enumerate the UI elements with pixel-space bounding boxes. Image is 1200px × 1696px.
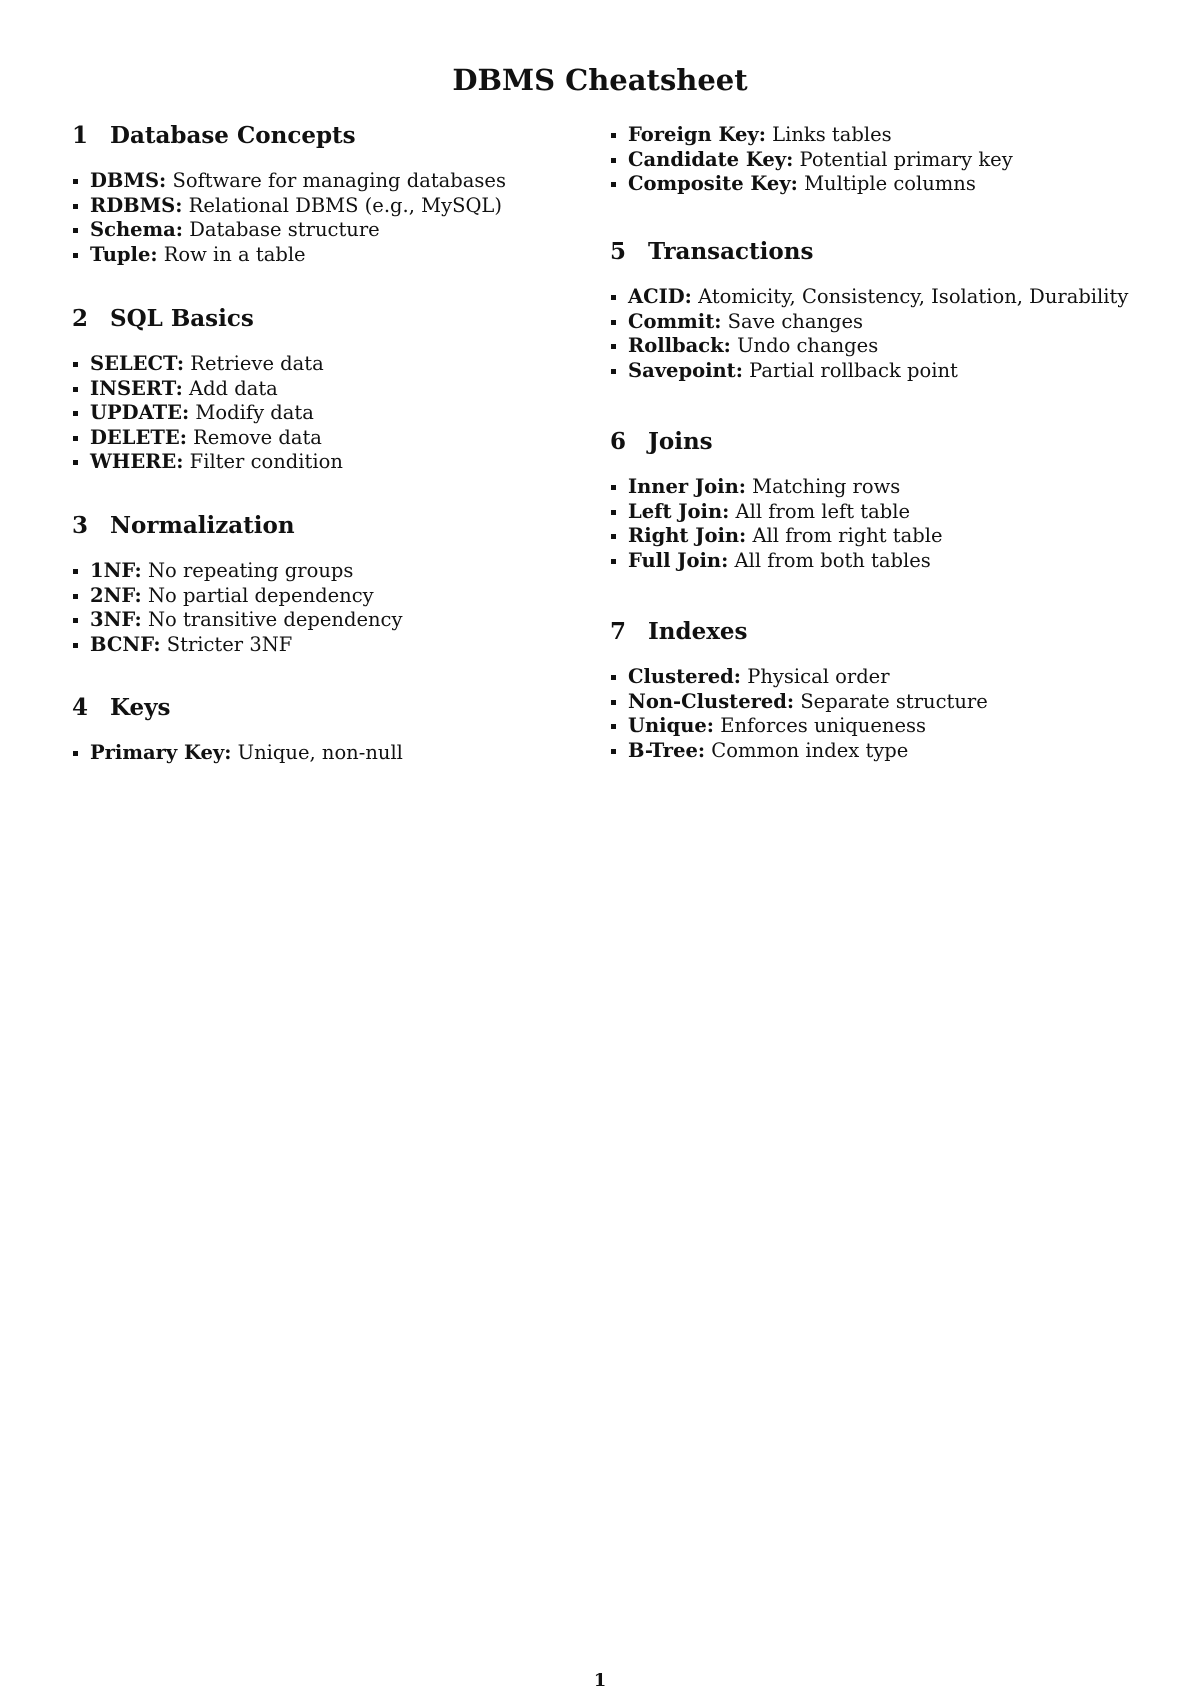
item-term: Rollback: (628, 334, 731, 357)
item-description: No partial dependency (147, 583, 374, 607)
item-term: 3NF: (90, 608, 142, 631)
bullet-icon (73, 204, 78, 209)
bullet-icon (611, 749, 616, 754)
section-sql-basics (72, 304, 592, 475)
item-list (72, 169, 592, 267)
item-description: Separate structure (800, 689, 988, 713)
bullet-icon (611, 158, 616, 163)
item-term: ACID: (628, 285, 692, 308)
bullet-icon (611, 295, 616, 300)
section-title: Transactions (648, 238, 814, 265)
item-term: WHERE: (90, 450, 184, 473)
item-description: Potential primary key (799, 147, 1013, 171)
section-database-concepts (72, 121, 592, 267)
item-description: Database structure (189, 218, 380, 241)
list-item (610, 665, 1170, 690)
item-term: Tuple: (90, 242, 158, 266)
item-description: Add data (188, 376, 278, 400)
list-item (72, 401, 592, 426)
bullet-icon (73, 362, 78, 367)
section-number: 5 (610, 238, 627, 265)
bullet-icon (73, 460, 78, 465)
item-description: Filter condition (189, 450, 343, 473)
item-term: BCNF: (90, 632, 161, 656)
item-term: SELECT: (90, 352, 185, 375)
list-item (610, 123, 1170, 148)
list-item (610, 310, 1170, 335)
item-description: Matching rows (752, 475, 901, 498)
section-title: Keys (110, 694, 171, 721)
item-term: 1NF: (90, 559, 142, 582)
list-item (72, 243, 592, 268)
item-description: Remove data (193, 425, 322, 449)
list-item (610, 172, 1170, 197)
bullet-icon (611, 320, 616, 325)
section-heading (72, 304, 592, 334)
item-term: INSERT: (90, 376, 183, 400)
list-item (72, 741, 592, 766)
item-description: Common index type (711, 738, 909, 762)
section-heading (610, 237, 1170, 267)
bullet-icon (611, 675, 616, 680)
item-term: RDBMS: (90, 193, 183, 217)
item-description: Multiple columns (804, 172, 976, 195)
item-term: DBMS: (90, 169, 167, 192)
item-description: Atomicity, Consistency, Isolation, Durability (698, 285, 1129, 308)
list-item (72, 169, 592, 194)
bullet-icon (73, 594, 78, 599)
list-item (610, 500, 1170, 525)
list-item (610, 334, 1170, 359)
list-item (610, 148, 1170, 173)
item-description: All from left table (735, 499, 911, 523)
section-heading (72, 693, 592, 723)
bullet-icon (611, 485, 616, 490)
section-keys-continued (610, 123, 1170, 197)
item-term: Primary Key: (90, 741, 232, 764)
item-term: DELETE: (90, 425, 187, 449)
item-description: Relational DBMS (e.g., MySQL) (188, 193, 502, 217)
bullet-icon (611, 559, 616, 564)
item-description: Retrieve data (190, 352, 324, 375)
item-description: Stricter 3NF (166, 632, 293, 656)
item-list (610, 123, 1170, 197)
item-description: Enforces uniqueness (720, 714, 927, 737)
section-number: 4 (72, 694, 89, 721)
bullet-icon (73, 411, 78, 416)
list-item (72, 194, 592, 219)
item-term: Non-Clustered: (628, 689, 795, 713)
list-item (72, 608, 592, 633)
item-description: No repeating groups (147, 559, 354, 582)
item-description: Links tables (772, 123, 892, 146)
list-item (72, 559, 592, 584)
item-description: All from both tables (734, 548, 931, 572)
bullet-icon (611, 182, 616, 187)
section-title: Database Concepts (110, 122, 356, 149)
item-term: Left Join: (628, 499, 730, 523)
item-description: Undo changes (737, 334, 879, 357)
section-heading (610, 617, 1170, 647)
item-term: UPDATE: (90, 401, 190, 424)
item-list (610, 285, 1170, 383)
section-title: SQL Basics (110, 305, 254, 332)
item-description: Physical order (747, 665, 890, 688)
bullet-icon (611, 369, 616, 374)
section-indexes (610, 617, 1170, 763)
item-term: 2NF: (90, 583, 142, 607)
bullet-icon (73, 643, 78, 648)
section-title: Joins (648, 428, 713, 455)
bullet-icon (611, 700, 616, 705)
list-item (72, 377, 592, 402)
item-description: Unique, non-null (237, 741, 403, 764)
item-description: Partial rollback point (749, 358, 958, 382)
bullet-icon (611, 724, 616, 729)
section-normalization (72, 511, 592, 657)
list-item (610, 549, 1170, 574)
item-term: Right Join: (628, 524, 747, 547)
list-item (72, 584, 592, 609)
bullet-icon (611, 534, 616, 539)
bullet-icon (73, 387, 78, 392)
bullet-icon (611, 344, 616, 349)
section-heading (72, 511, 592, 541)
list-item (72, 218, 592, 243)
item-term: Savepoint: (628, 358, 743, 382)
item-description: Software for managing databases (172, 169, 506, 192)
section-number: 2 (72, 305, 89, 332)
item-description: Row in a table (163, 242, 306, 266)
item-list (72, 559, 592, 657)
list-item (72, 450, 592, 475)
list-item (610, 690, 1170, 715)
section-heading (610, 427, 1170, 457)
item-term: Clustered: (628, 665, 742, 688)
item-term: Schema: (90, 218, 184, 241)
bullet-icon (611, 133, 616, 138)
item-list (72, 352, 592, 475)
item-term: Commit: (628, 309, 722, 333)
item-term: B-Tree: (628, 738, 706, 762)
list-item (72, 352, 592, 377)
bullet-icon (73, 436, 78, 441)
list-item (610, 359, 1170, 384)
section-keys (72, 693, 592, 766)
list-item (610, 714, 1170, 739)
item-term: Inner Join: (628, 475, 746, 498)
item-description: Modify data (195, 401, 314, 424)
section-number: 1 (72, 122, 89, 149)
list-item (72, 426, 592, 451)
section-title: Indexes (648, 618, 748, 645)
section-title: Normalization (110, 512, 295, 539)
item-description: All from right table (752, 524, 943, 547)
bullet-icon (73, 751, 78, 756)
section-number: 7 (610, 618, 627, 645)
list-item (610, 285, 1170, 310)
item-term: Candidate Key: (628, 147, 794, 171)
section-number: 3 (72, 512, 89, 539)
bullet-icon (73, 228, 78, 233)
page-number: 1 (593, 1670, 607, 1691)
item-list (610, 665, 1170, 763)
item-term: Unique: (628, 714, 715, 737)
section-number: 6 (610, 428, 627, 455)
list-item (610, 739, 1170, 764)
list-item (610, 475, 1170, 500)
item-list (610, 475, 1170, 573)
item-term: Full Join: (628, 548, 729, 572)
bullet-icon (73, 569, 78, 574)
list-item (72, 633, 592, 658)
bullet-icon (611, 510, 616, 515)
list-item (610, 524, 1170, 549)
bullet-icon (73, 618, 78, 623)
item-list (72, 741, 592, 766)
document-title: DBMS Cheatsheet (452, 63, 748, 97)
bullet-icon (73, 253, 78, 258)
section-transactions (610, 237, 1170, 383)
item-description: Save changes (727, 309, 864, 333)
item-description: No transitive dependency (147, 608, 403, 631)
item-term: Composite Key: (628, 172, 798, 195)
section-joins (610, 427, 1170, 573)
section-heading (72, 121, 592, 151)
bullet-icon (73, 179, 78, 184)
item-term: Foreign Key: (628, 123, 766, 146)
